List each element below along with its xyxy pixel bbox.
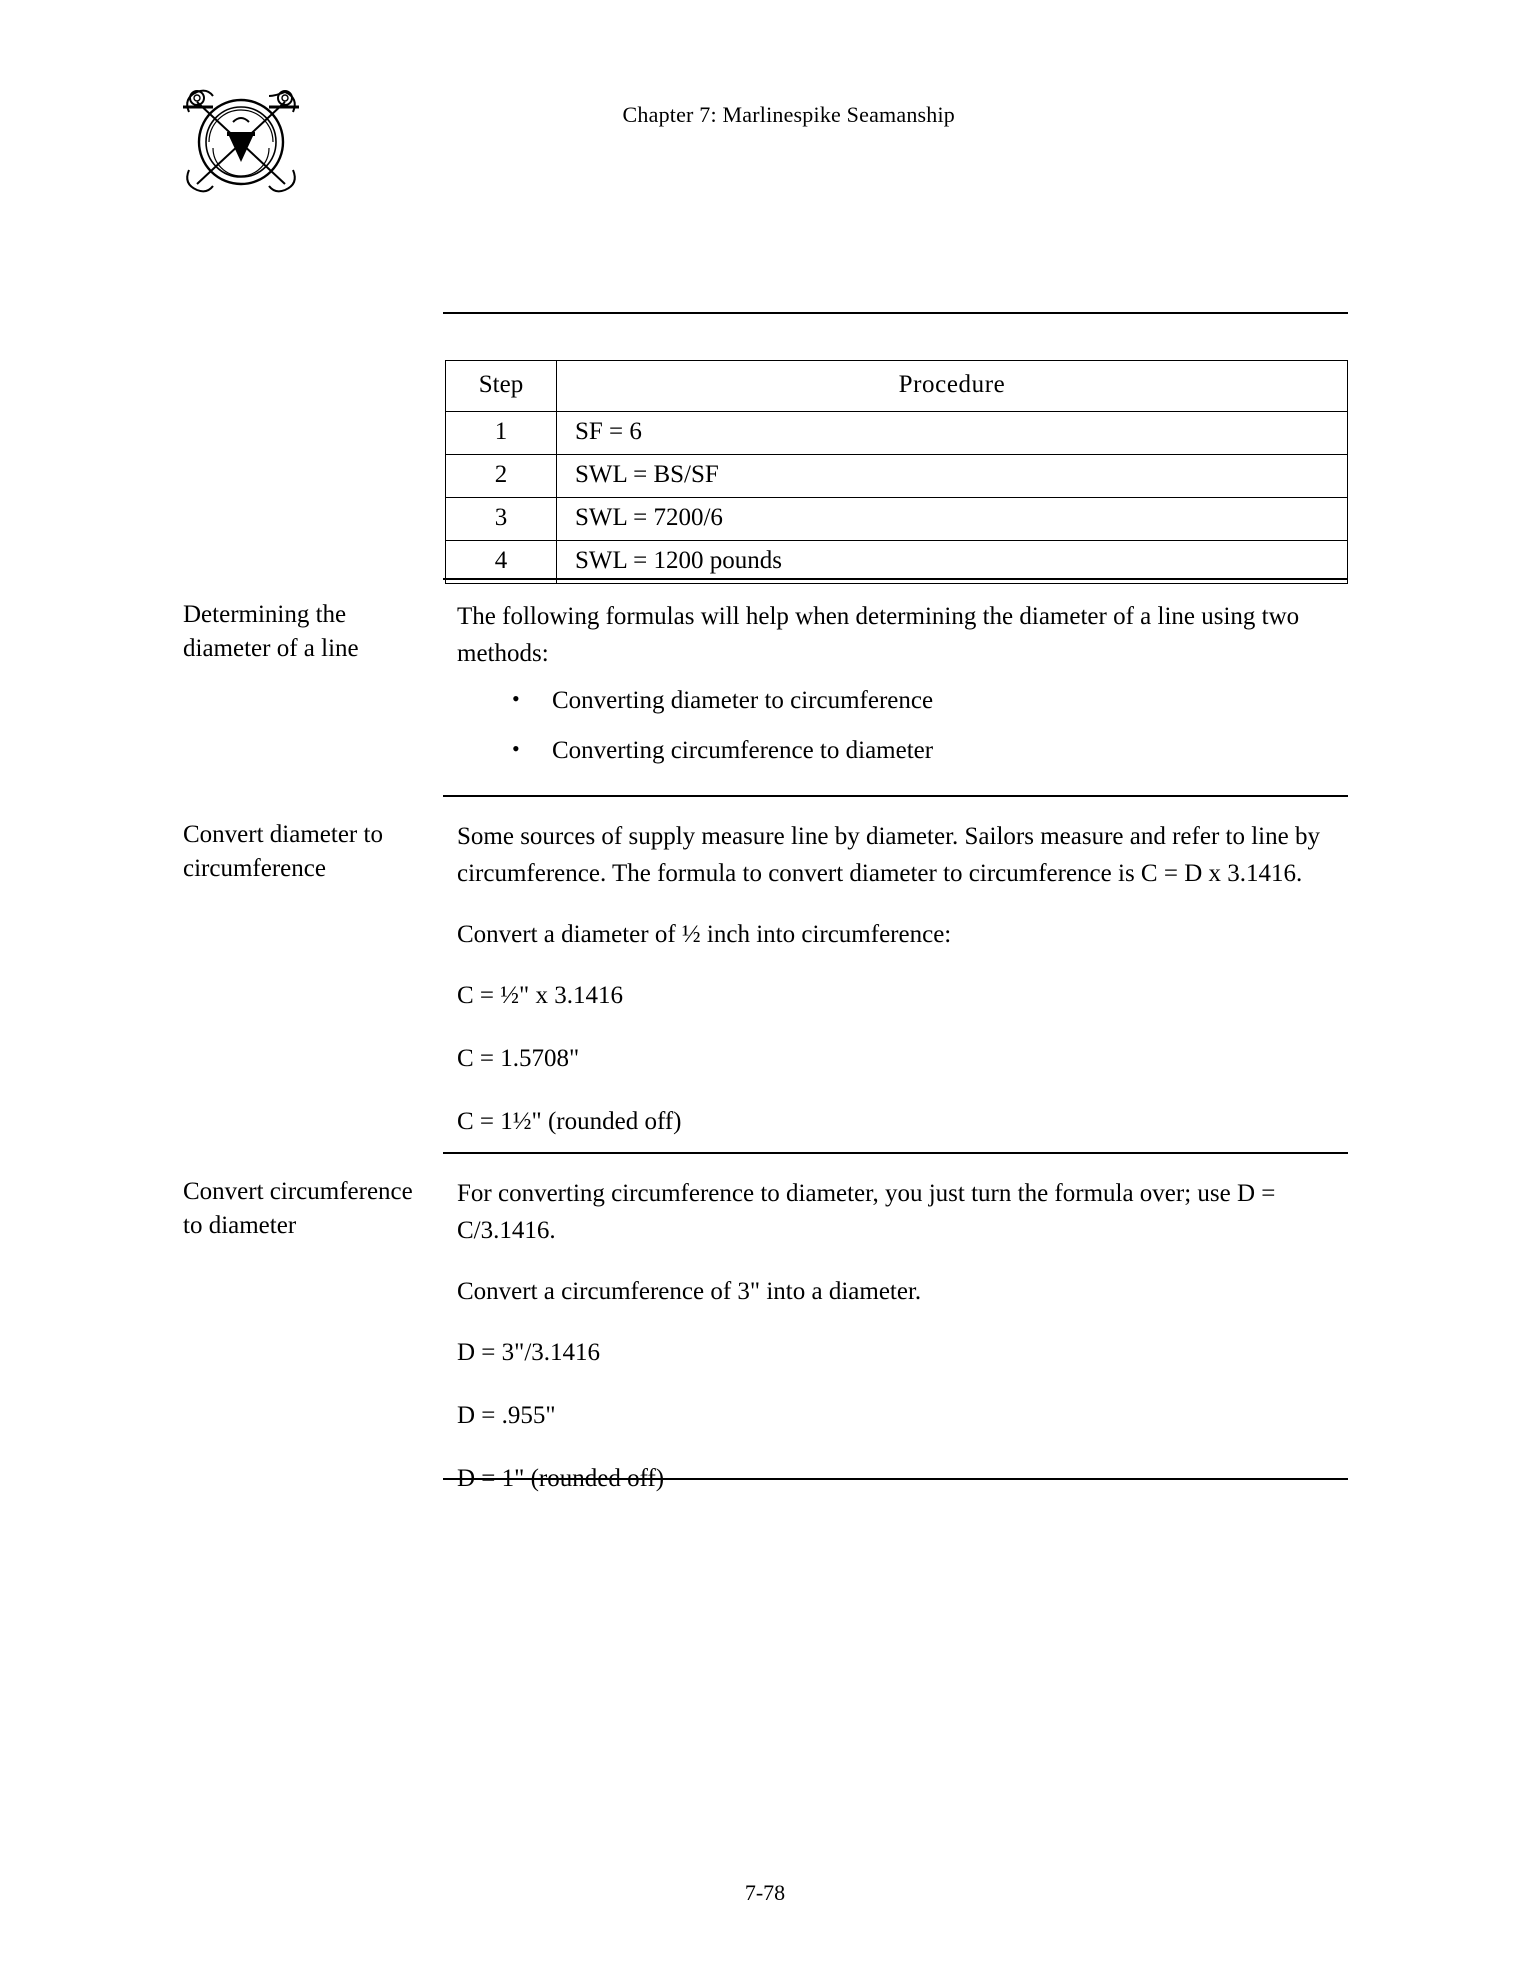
rule-above-section-3 (443, 1152, 1348, 1154)
cell-procedure: SWL = 1200 pounds (557, 541, 1348, 584)
page-header (175, 70, 1385, 210)
list-item: • Converting diameter to circumference (457, 684, 1347, 718)
section-label-convert-diameter-to-circumference: Convert diameter to circumference (183, 821, 383, 882)
table-row (446, 412, 1348, 455)
equation-line: D = 3"/3.1416 (457, 1339, 601, 1366)
rule-above-section-1 (443, 578, 1348, 580)
section-label-convert-circumference-to-diameter: Convert circumference to diameter (183, 1178, 413, 1239)
cell-step: 3 (446, 498, 557, 541)
section-body-convert-diameter-to-circumference (457, 818, 1347, 1166)
cell-step: 4 (446, 541, 557, 584)
equation-line: C = 1½" (rounded off) (457, 1108, 682, 1135)
procedure-table (445, 360, 1348, 584)
section-instruction: Convert a circumference of 3" into a diameter. (457, 1278, 922, 1305)
table-row (446, 455, 1348, 498)
table-row (446, 498, 1348, 541)
section-paragraph: Some sources of supply measure line by diameter. Sailors measure and refer to line by circumference. The formula to convert diameter to circumference is C = D x 3.1416. (457, 823, 1320, 887)
cell-procedure: SWL = BS/SF (557, 455, 1348, 498)
page-footer (0, 1880, 1530, 1906)
table-header-row (446, 361, 1348, 412)
section-body-determining-diameter (457, 598, 1347, 784)
list-item: • Converting circumference to diameter (457, 734, 1347, 768)
section-label-determining-diameter: Determining the diameter of a line (183, 601, 359, 662)
method-list (457, 684, 1347, 768)
cell-step: 2 (446, 455, 557, 498)
column-header-step: Step (446, 361, 557, 412)
section-paragraph: The following formulas will help when determining the diameter of a line using two methods: (457, 603, 1300, 667)
cell-step: 1 (446, 412, 557, 455)
rule-below-section-3 (443, 1478, 1348, 1480)
cell-procedure: SF = 6 (557, 412, 1348, 455)
equation-line: C = 1.5708" (457, 1045, 580, 1072)
us-coast-guard-seal-icon (175, 80, 307, 202)
chapter-heading: Chapter 7: Marlinespike Seamanship (622, 102, 955, 127)
page-number: 7-78 (744, 1880, 786, 1905)
section-paragraph: For converting circumference to diameter, you just turn the formula over; use D = C/3.1416. (457, 1180, 1276, 1244)
equation-line: C = ½" x 3.1416 (457, 982, 623, 1009)
section-body-convert-circumference-to-diameter (457, 1175, 1347, 1523)
equation-line: D = 1" (rounded off) (457, 1465, 665, 1492)
cell-procedure: SWL = 7200/6 (557, 498, 1348, 541)
equation-line: D = .955" (457, 1402, 556, 1429)
column-header-procedure: Procedure (557, 361, 1348, 412)
rule-above-section-2 (443, 795, 1348, 797)
section-instruction: Convert a diameter of ½ inch into circumference: (457, 921, 952, 948)
rule-above-table (443, 312, 1348, 314)
